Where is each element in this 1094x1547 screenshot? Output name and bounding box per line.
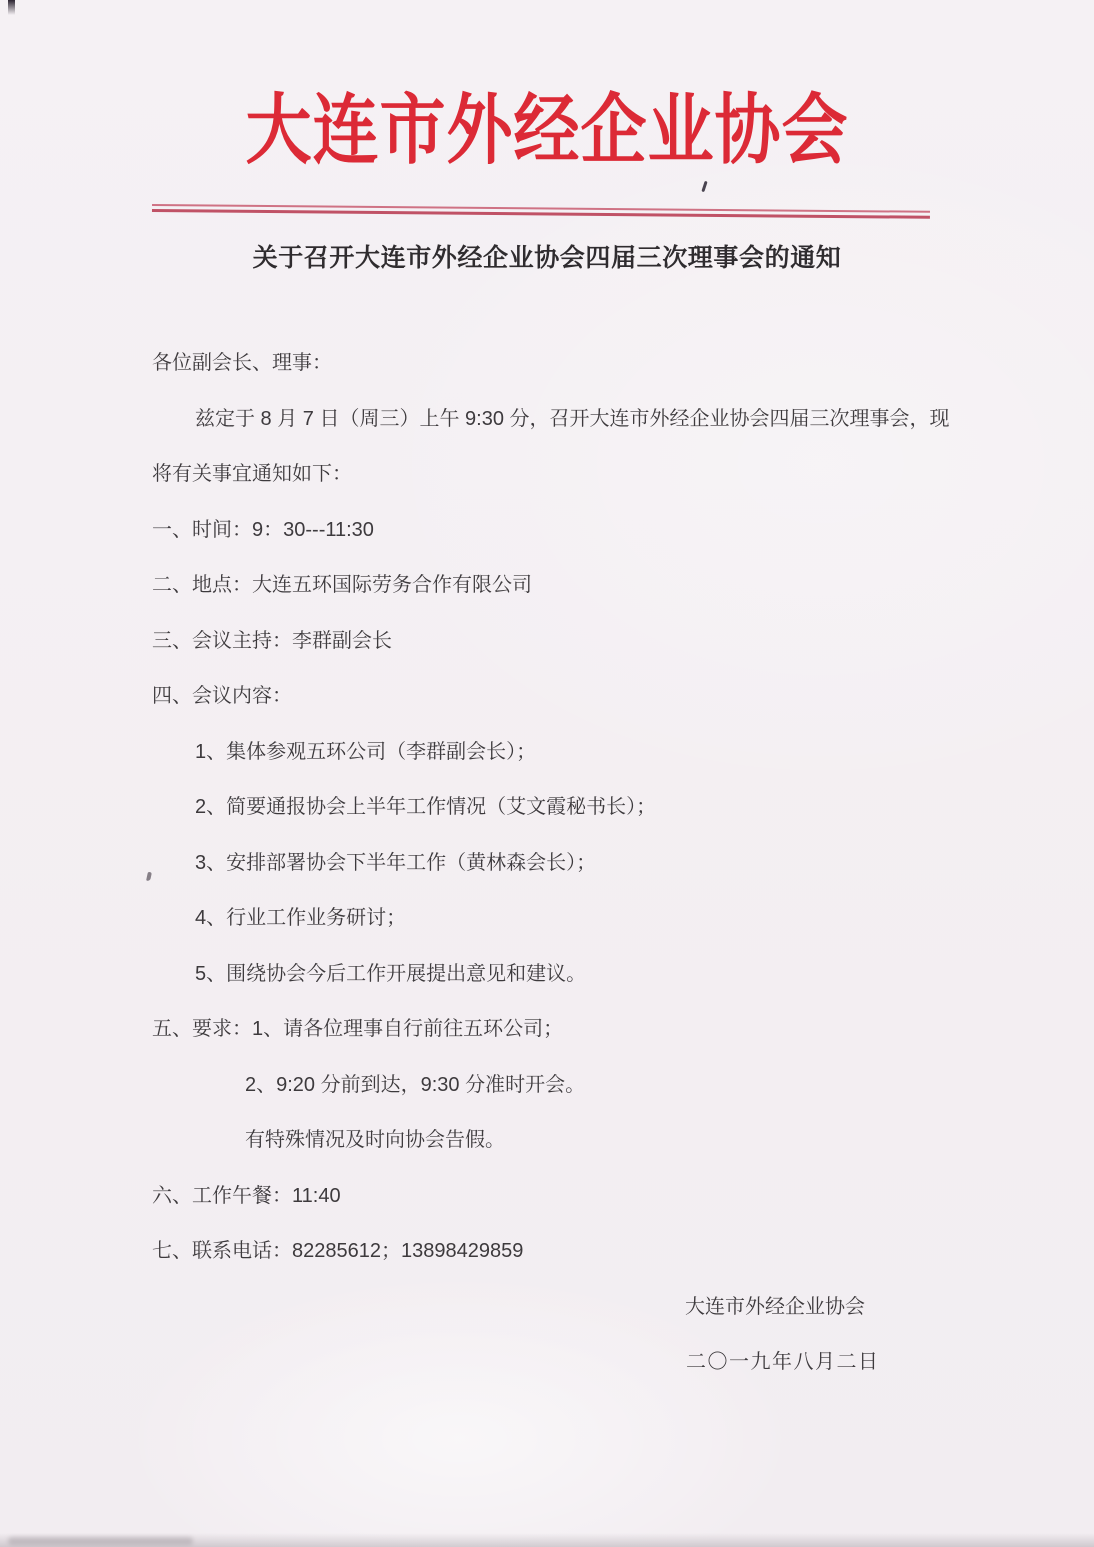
scan-edge-shadow (0, 1533, 1094, 1547)
intro-line-1: 兹定于 8 月 7 日（周三）上午 9:30 分，召开大连市外经企业协会四届三次理事会，现 (195, 407, 950, 430)
signature-org: 大连市外经企业协会 (685, 1295, 865, 1318)
scan-artifact-tick (701, 181, 707, 192)
agenda-item-3: 3、安排部署协会下半年工作（黄林森会长）； (195, 851, 597, 874)
letterhead-title: 大连市外经企业协会 (245, 89, 849, 174)
letterhead-divider (152, 204, 930, 219)
section-requirements: 五、要求：1、请各位理事自行前往五环公司； (152, 1018, 564, 1040)
requirement-note: 有特殊情况及时向协会告假。 (245, 1129, 505, 1151)
intro-line-2: 将有关事宜通知如下： (152, 463, 352, 485)
agenda-item-4: 4、行业工作业务研讨； (195, 907, 407, 929)
section-time: 一、时间：9：30---11:30 (152, 518, 374, 541)
section-lunch: 六、工作午餐：11:40 (152, 1184, 341, 1207)
section-contact: 七、联系电话：82285612；13898429859 (152, 1240, 524, 1262)
agenda-item-2: 2、简要通报协会上半年工作情况（艾文霞秘书长）； (195, 796, 657, 818)
agenda-item-5: 5、围绕协会今后工作开展提出意见和建议。 (195, 962, 587, 985)
scan-artifact-corner (8, 0, 15, 15)
salutation-line: 各位副会长、理事： (152, 352, 332, 374)
notice-title: 关于召开大连市外经企业协会四届三次理事会的通知 (252, 245, 842, 272)
signature-date: 二〇一九年八月二日 (686, 1351, 880, 1373)
section-location: 二、地点：大连五环国际劳务合作有限公司 (152, 574, 532, 596)
section-host: 三、会议主持：李群副会长 (152, 629, 392, 652)
agenda-item-1: 1、集体参观五环公司（李群副会长）； (195, 740, 537, 763)
section-agenda-header: 四、会议内容： (152, 685, 292, 707)
notice-body (152, 336, 952, 1391)
requirement-item-2: 2、9:20 分前到达，9:30 分准时开会。 (245, 1073, 586, 1096)
